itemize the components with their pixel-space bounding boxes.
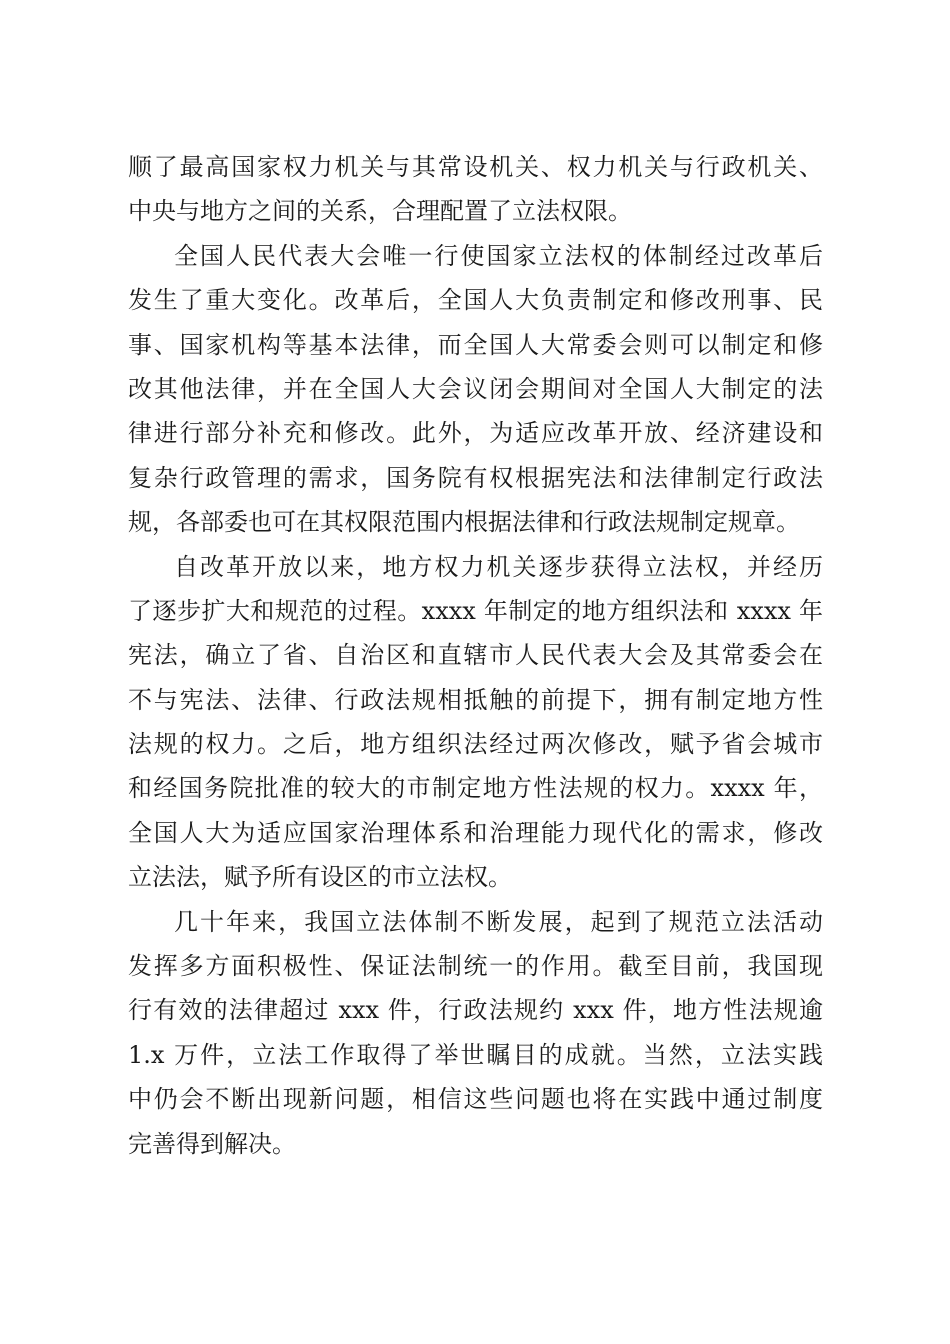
text-line: 不与宪法、法律、行政法规相抵触的前提下，拥有制定地方性 <box>128 685 823 714</box>
text-line: 行有效的法律超过 xxx 件，行政法规约 xxx 件，地方性法规逾 <box>128 996 823 1025</box>
text-line: 了逐步扩大和规范的过程。xxxx 年制定的地方组织法和 xxxx 年 <box>128 596 823 625</box>
text-line: 中央与地方之间的关系，合理配置了立法权限。 <box>128 197 632 226</box>
text-line: 律进行部分补充和修改。此外，为适应改革开放、经济建设和 <box>128 419 823 448</box>
paragraph <box>128 545 823 900</box>
text-line: 完善得到解决。 <box>128 1129 296 1158</box>
text-line: 立法法，赋予所有设区的市立法权。 <box>128 863 512 892</box>
text-line: 和经国务院批准的较大的市制定地方性法规的权力。xxxx 年， <box>128 774 823 803</box>
text-line: 几十年来，我国立法体制不断发展，起到了规范立法活动 <box>174 907 823 936</box>
text-line: 复杂行政管理的需求，国务院有权根据宪法和法律制定行政法 <box>128 463 823 492</box>
text-line: 事、国家机构等基本法律，而全国人大常委会则可以制定和修 <box>128 330 823 359</box>
text-line: 发生了重大变化。改革后，全国人大负责制定和修改刑事、民 <box>128 286 823 315</box>
text-line: 宪法，确立了省、自治区和直辖市人民代表大会及其常委会在 <box>128 641 823 670</box>
text-line: 法规的权力。之后，地方组织法经过两次修改，赋予省会城市 <box>128 730 823 759</box>
text-line: 顺了最高国家权力机关与其常设机关、权力机关与行政机关、 <box>128 153 823 181</box>
paragraph <box>128 145 823 234</box>
text-line: 中仍会不断出现新问题，相信这些问题也将在实践中通过制度 <box>128 1085 823 1114</box>
document-body <box>128 145 823 1166</box>
text-line: 全国人民代表大会唯一行使国家立法权的体制经过改革后 <box>174 241 823 270</box>
paragraph <box>128 234 823 545</box>
paragraph <box>128 900 823 1166</box>
text-line: 全国人大为适应国家治理体系和治理能力现代化的需求，修改 <box>128 818 823 847</box>
text-line: 发挥多方面积极性、保证法制统一的作用。截至目前，我国现 <box>128 952 823 981</box>
text-line: 规，各部委也可在其权限范围内根据法律和行政法规制定规章。 <box>128 508 800 537</box>
text-line: 自改革开放以来，地方权力机关逐步获得立法权，并经历 <box>174 552 823 581</box>
text-line: 1.x 万件，立法工作取得了举世瞩目的成就。当然，立法实践 <box>128 1040 823 1069</box>
text-line: 改其他法律，并在全国人大会议闭会期间对全国人大制定的法 <box>128 374 823 403</box>
